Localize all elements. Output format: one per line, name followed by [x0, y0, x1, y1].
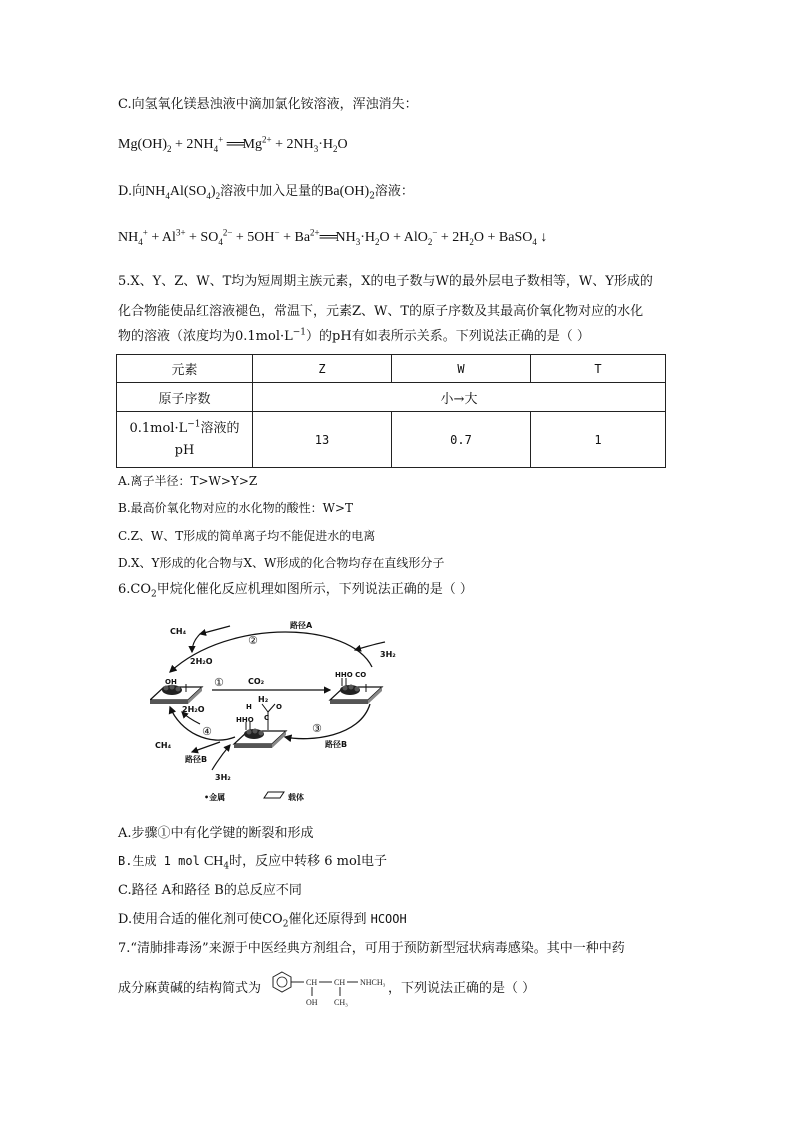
q6-option-c: C.路径 A和路径 B的总反应不同: [118, 883, 302, 898]
struct-oh: OH: [306, 998, 318, 1007]
label-oh-left: OH: [165, 678, 177, 686]
label-hho-co: HHO CO: [335, 671, 367, 679]
table-cell: W: [392, 355, 531, 383]
text-part: D.使用合适的催化剂可使CO: [118, 912, 283, 927]
text-part: pH: [174, 442, 195, 458]
text-part: ）的pH有如表所示关系。下列说法正确的是（ ）: [306, 329, 590, 344]
text-part: CH: [203, 854, 224, 869]
arrow-2h2o-top: [192, 634, 200, 652]
label-formate-c: C: [264, 714, 270, 722]
label-formate-h: H: [246, 703, 252, 711]
arrow-ch4-top: [200, 626, 230, 634]
text-part: 6.CO: [118, 582, 152, 597]
q6-option-a: A.步骤①中有化学键的断裂和形成: [118, 826, 314, 841]
label-h2: H₂: [258, 695, 269, 704]
eq-part: NH: [118, 230, 139, 245]
legend-support-icon: [264, 792, 284, 798]
q5-option-d: D.X、Y形成的化合物与X、W形成的化合物均存在直线形分子: [118, 556, 445, 570]
eq-part: + SO: [185, 230, 219, 245]
q5-option-c: C.Z、W、T形成的简单离子均不能促进水的电离: [118, 529, 376, 543]
table-cell: 1: [531, 412, 666, 468]
label-formate-hho: HHO: [236, 716, 254, 724]
eq-part: ·H: [318, 137, 333, 152]
eq-part: + Al: [147, 230, 176, 245]
eq-part: + Ba: [279, 230, 311, 245]
label-ch4-top: CH₄: [170, 627, 187, 636]
table-cell: T: [531, 355, 666, 383]
table-row: [117, 383, 666, 412]
eq-part: O + BaSO: [473, 230, 533, 245]
q5-stem-line1: 5.X、Y、Z、W、T均为短周期主族元素，X的电子数与W的最外层电子数相等，W、Y形成的: [118, 274, 653, 289]
text-part: 溶液中加入足量的: [220, 184, 325, 199]
text-part: Ba(OH): [324, 184, 370, 199]
catalyst-right: [330, 678, 382, 704]
eq-part: + 2H: [437, 230, 470, 245]
arc-route-a: [170, 632, 372, 672]
q5-stem-line2: 化合物能使品红溶液褪色，常温下，元素Z、W、T的原子序数及其最高价氧化物对应的水化: [118, 304, 644, 319]
struct-nhch3: NHCH₃: [360, 978, 386, 987]
reaction-mechanism-diagram: [150, 612, 410, 807]
label-step1: ①: [214, 676, 224, 689]
eq-part: O: [337, 137, 348, 152]
option-d-text: D.向$NH_4Al(SO_4)_2$溶液中加入足量的$Ba(OH)_2$溶液：: [118, 184, 414, 202]
eq-part: + 2NH: [171, 137, 214, 152]
table-cell: 小→大: [253, 383, 666, 412]
label-2h2o-bottom: 2H₂O: [182, 705, 205, 714]
legend-support: 载体: [288, 793, 304, 802]
label-3h2-b: 3H₂: [215, 773, 231, 782]
arc-route-b-right: [285, 704, 370, 739]
table-cell: 13: [253, 412, 392, 468]
label-2h2o-top: 2H₂O: [190, 657, 213, 666]
q6-stem: $6.CO_2$甲烷化催化反应机理如图所示，下列说法正确的是（ ）: [118, 582, 473, 600]
table-cell: 原子序数: [117, 383, 253, 412]
eq-part: Mg: [242, 137, 262, 152]
label-route-b-left: 路径B: [185, 755, 208, 764]
eq-part: Mg(OH): [118, 137, 167, 152]
option-c-equation: $Mg(OH)_2 + 2NH_4^+$ $══Mg^{2+} + 2NH_3\cdot H_2O$: [118, 134, 348, 154]
text-part: 物的溶液（浓度均为0.1mol·L: [118, 329, 293, 344]
table-cell: $0.1mol\cdot L^{-1}$溶液的 pH: [117, 412, 253, 468]
q5-stem-line3: 物的溶液（浓度均为$0.1mol\cdot L^{-1}$）的pH有如表所示关系。下列说法正确的是（ ）: [118, 327, 590, 344]
struct-ch-b: CH: [334, 978, 346, 987]
table-cell: 0.7: [392, 412, 531, 468]
text-part: ，下列说法正确的是（ ）: [388, 981, 536, 996]
text-part: B.生成 1 mol: [118, 854, 200, 868]
eq-part: O + AlO: [379, 230, 428, 245]
text-part: NH: [145, 184, 166, 199]
benzene-ring-icon: [273, 972, 291, 992]
reagent: $NH_4Al(SO_4)_2$: [145, 184, 221, 201]
legend-metal: •金属: [204, 793, 226, 802]
q6-option-d: D.使用合适的催化剂可使$CO_2$催化还原得到 HCOOH: [118, 912, 407, 930]
label-route-a: 路径A: [290, 621, 313, 630]
text-part: 0.1mol·L: [129, 420, 188, 436]
arrow-ch4-bottom: [192, 742, 220, 752]
eq-part: + 5OH: [232, 230, 275, 245]
label-step3: ③: [312, 722, 322, 735]
q6-option-b: B.生成 1 mol $CH_4$时，反应中转移 6 mol电子: [118, 854, 387, 872]
arrow-3h2-a: [355, 642, 385, 650]
label-3h2-a: 3H₂: [380, 650, 396, 659]
text-part: HCOOH: [370, 912, 407, 926]
text-part: 催化还原得到: [288, 912, 367, 927]
text-part: 时，反应中转移 6 mol电子: [229, 854, 387, 869]
label-co2: CO₂: [248, 677, 265, 686]
text-part: 溶液的: [200, 420, 240, 436]
text-part: D.向: [118, 184, 146, 199]
label-route-b-right: 路径B: [325, 740, 348, 749]
q5-table: [116, 354, 666, 468]
struct-ch-a: CH: [306, 978, 318, 987]
text-part: 溶液：: [374, 184, 414, 199]
table-cell: Z: [253, 355, 392, 383]
label-ch4-bottom: CH₄: [155, 741, 172, 750]
label-step2: ②: [248, 634, 258, 647]
table-cell: 元素: [117, 355, 253, 383]
eq-part: + 2NH: [271, 137, 314, 152]
q5-option-b: B.最高价氧化物对应的水化物的酸性：W>T: [118, 501, 354, 515]
q5-option-a: A.离子半径：T>W>Y>Z: [118, 474, 258, 488]
eq-part: ·H: [360, 230, 375, 245]
catalyst-left: [150, 684, 202, 704]
arrow-3h2-b: [212, 745, 230, 770]
q7-stem-line1: 7.“清肺排毒汤”来源于中医经典方剂组合，可用于预防新型冠状病毒感染。其中一种中药: [118, 941, 625, 956]
option-c-text: C.向氢氧化镁悬浊液中滴加氯化铵溶液，浑浊消失：: [118, 97, 418, 112]
ephedrine-structure: [272, 970, 402, 1010]
label-step4: ④: [202, 725, 212, 738]
table-row: [117, 355, 666, 383]
eq-part: ↓: [540, 230, 548, 245]
text-part: 成分麻黄碱的结构简式为: [118, 981, 262, 996]
struct-ch3: CH₃: [334, 998, 348, 1007]
text-part: Al(SO: [169, 184, 207, 199]
eq-part: NH: [335, 230, 356, 245]
option-d-equation: $NH_4^+ + Al^{3+} + SO_4^{2-} + 5OH^-$ + $Ba^{2+}══NH_3\cdot H_2O + AlO_2^- + 2H_2O$ + BaSO$_4$ ↓: [118, 227, 548, 247]
table-row: [117, 412, 666, 468]
text-part: 甲烷化催化反应机理如图所示，下列说法正确的是（ ）: [156, 582, 473, 597]
label-formate-o: O: [276, 703, 282, 711]
